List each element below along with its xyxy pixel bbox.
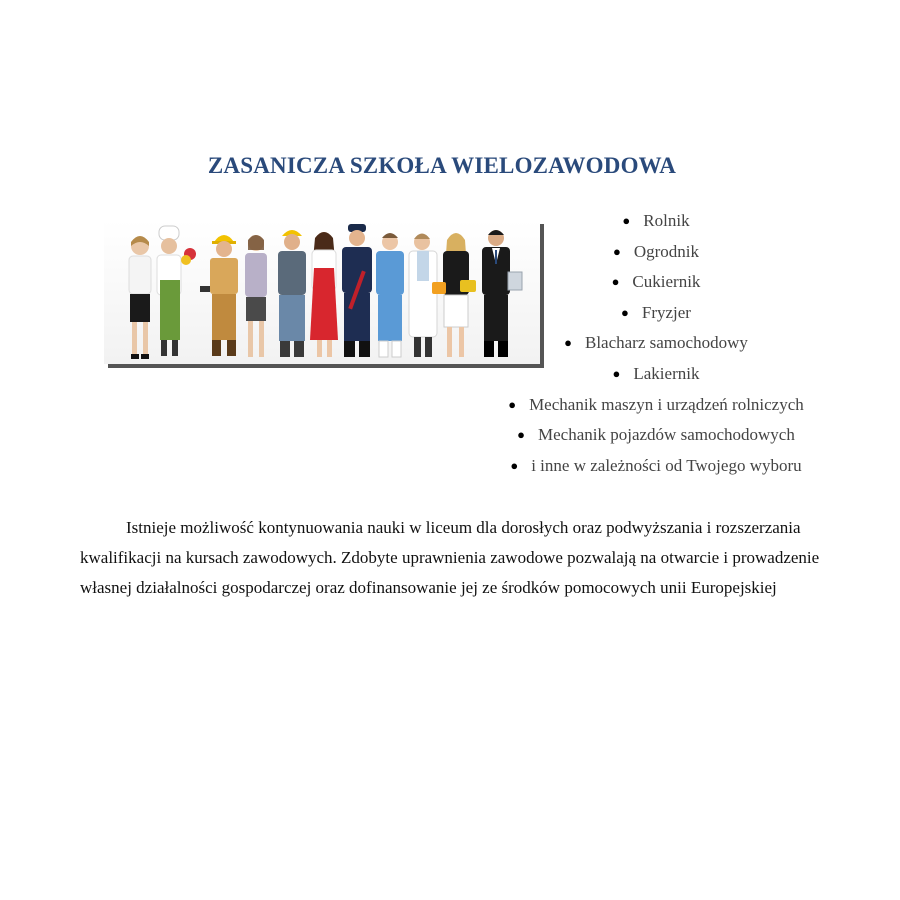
profession-label: Blacharz samochodowy [584, 333, 748, 353]
list-item [496, 420, 816, 451]
workers-group-photo [104, 220, 544, 368]
bullet-icon: ● [508, 396, 517, 412]
list-item [496, 237, 816, 268]
bullet-icon: ● [612, 243, 621, 259]
list-item [496, 267, 816, 298]
bullet-icon: ● [621, 304, 629, 320]
list-item [496, 328, 816, 359]
bullet-icon: ● [564, 335, 572, 351]
page-title: ZASANICZA SZKOŁA WIELOZAWODOWA [207, 153, 677, 178]
profession-label: Mechanik pojazdów samochodowych [538, 425, 795, 445]
body-paragraph: Istnieje możliwość kontynuowania nauki w liceum dla dorosłych oraz podwyższania i rozszerzania kwalifikacji na kursach zawodowych. Zdobyte uprawnienia zawodowe pozwalają na otwarcie i prowadzenie własnej działalności gospodarczej oraz dofinansowanie jej ze środków pomocowych unii Europejskiej [80, 518, 820, 597]
bullet-icon: ● [611, 274, 620, 290]
profession-label: Mechanik maszyn i urządzeń rolniczych [529, 394, 804, 414]
list-item [496, 206, 816, 237]
profession-label: i inne w zależności od Twojego wyboru [531, 455, 802, 475]
list-item [496, 390, 816, 421]
profession-label: Rolnik [643, 211, 690, 230]
group-of-workers-photo-icon [104, 220, 544, 368]
list-item [496, 298, 816, 329]
bullet-icon: ● [517, 427, 526, 443]
list-item [496, 359, 816, 390]
list-item [496, 451, 816, 482]
profession-label: Lakiernik [633, 363, 700, 383]
bullet-icon: ● [510, 457, 519, 473]
professions-list [496, 206, 816, 481]
profession-label: Fryzjer [641, 302, 691, 322]
profession-label: Ogrodnik [633, 241, 700, 261]
bullet-icon: ● [612, 365, 621, 381]
profession-label: Cukiernik [632, 272, 701, 292]
bullet-icon: ● [622, 213, 631, 228]
